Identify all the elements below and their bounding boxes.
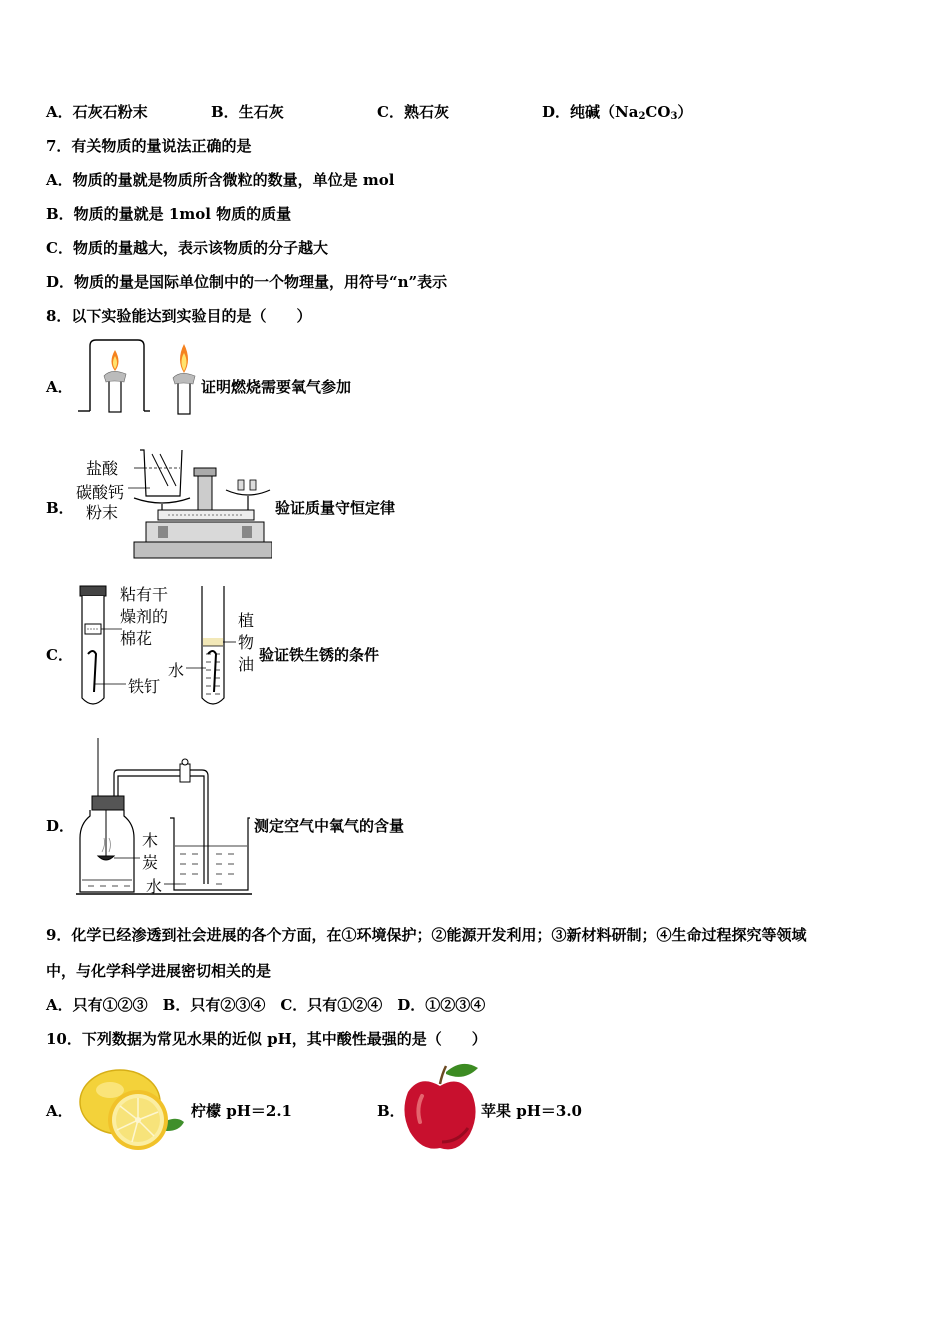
- q9-stem-line1: 9．化学已经渗透到社会进展的各个方面，在①环境保护；②能源开发利用；③新材料研制；④生命过程探究等领域: [46, 926, 807, 944]
- balance-figure: [72, 446, 272, 562]
- label-cotton-3: 棉花: [120, 629, 153, 648]
- q6-option-d: D．纯碱$(Na_2CO_3)$: [542, 103, 693, 122]
- q8-option-b-caption: 验证质量守恒定律: [275, 499, 396, 517]
- q10-stem: 10．下列数据为常见水果的近似 pH，其中酸性最强的是（ ）: [46, 1030, 487, 1048]
- q8-option-a-caption: 证明燃烧需要氧气参加: [201, 378, 352, 396]
- oxygen-content-figure: [76, 734, 254, 900]
- q8-option-b-letter: B．: [46, 499, 74, 517]
- candle-jar-figure: [76, 338, 198, 418]
- q7-stem: 7．有关物质的量说法正确的是: [46, 137, 252, 155]
- label-cotton-2: 燥剂的: [120, 607, 169, 626]
- label-oil-3: 油: [238, 655, 255, 674]
- q6-option-a: A．石灰石粉末: [46, 103, 148, 121]
- label-calcium-carbonate: 碳酸钙: [76, 483, 125, 502]
- apple-image: [402, 1060, 482, 1154]
- label-acid: 盐酸: [86, 459, 119, 478]
- q9-options: A．只有①②③ B．只有②③④ C．只有①②④ D．①②③④: [46, 996, 486, 1014]
- iron-rust-figure: [76, 582, 266, 710]
- q6-option-c: C．熟石灰: [377, 103, 449, 121]
- q10-option-a-letter: A．: [46, 1102, 73, 1120]
- label-water: 水: [168, 661, 185, 680]
- q8-option-a-letter: A．: [46, 378, 73, 396]
- label-oil-1: 植: [238, 611, 255, 630]
- label-oil-2: 物: [238, 633, 255, 652]
- q7-option-c: C．物质的量越大，表示该物质的分子越大: [46, 239, 328, 257]
- q7-option-a: A．物质的量就是物质所含微粒的数量，单位是 mol: [46, 171, 395, 189]
- q7-option-d: D．物质的量是国际单位制中的一个物理量，用符号“n”表示: [46, 273, 448, 291]
- label-water-d: 水: [146, 877, 163, 896]
- label-charcoal-2: 炭: [142, 853, 159, 872]
- q9-stem-line2: 中，与化学科学进展密切相关的是: [46, 962, 272, 980]
- q8-option-c-letter: C．: [46, 646, 73, 664]
- q8-option-d-caption: 测定空气中氧气的含量: [254, 817, 405, 835]
- label-iron-nail: 铁钉: [128, 677, 161, 696]
- q10-option-b-letter: B．: [377, 1102, 405, 1120]
- lemon-image: [74, 1062, 190, 1156]
- q10-option-a-caption: 柠檬 pH＝2.1: [191, 1102, 292, 1120]
- q10-option-b-caption: 苹果 pH＝3.0: [481, 1102, 582, 1120]
- q6-option-b: B．生石灰: [211, 103, 284, 121]
- jar-beaker-drawing: [76, 734, 254, 900]
- q8-option-c-caption: 验证铁生锈的条件: [259, 646, 380, 664]
- q8-stem: 8．以下实验能达到实验目的是（ ）: [46, 307, 312, 325]
- q8-option-d-letter: D．: [46, 817, 75, 835]
- q7-option-b: B．物质的量就是 1mol 物质的质量: [46, 205, 292, 223]
- label-charcoal-1: 木: [142, 831, 159, 850]
- label-powder: 粉末: [86, 503, 119, 522]
- label-cotton-1: 粘有干: [120, 585, 169, 604]
